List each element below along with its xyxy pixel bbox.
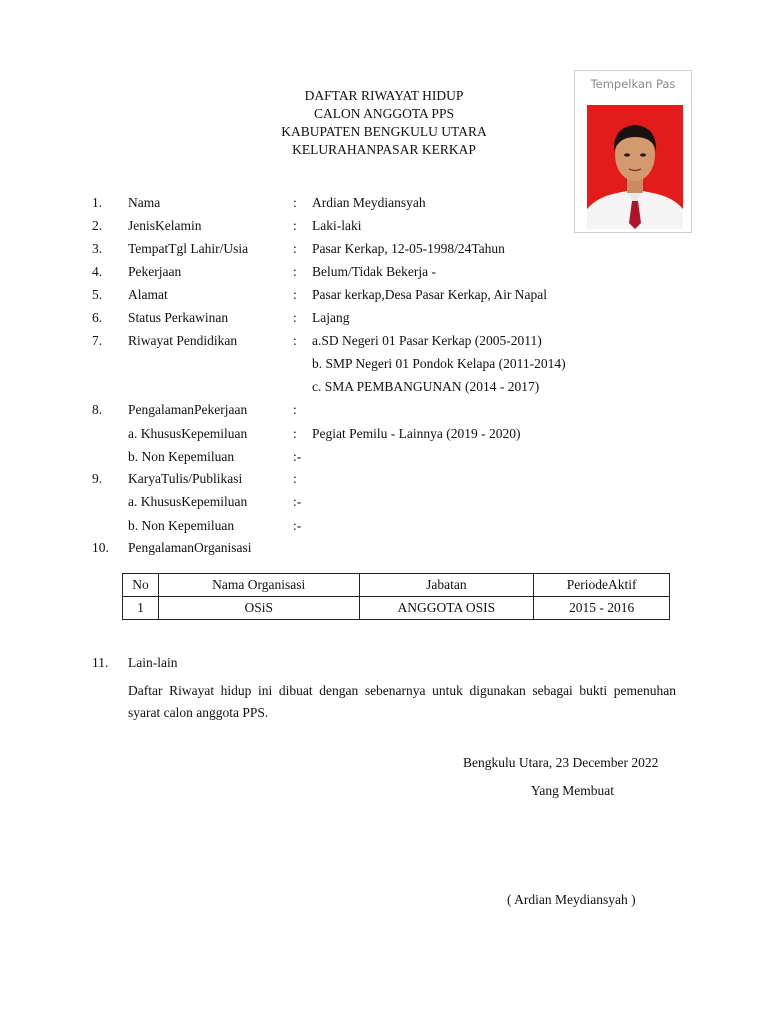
signature-name: ( Ardian Meydiansyah ) [507,892,636,907]
table-cell-jabatan: ANGGOTA OSIS [359,597,534,620]
field-label-alamat: Alamat [128,287,168,302]
section-number: 8. [92,402,103,417]
writing-sub-b-label: b. Non Kepemiluan [128,518,235,533]
writing-sub-a-label: a. KhususKepemiluan [128,494,248,509]
field-value-status-perkawinan: Lajang [312,310,350,325]
section-label-lain-lain: Lain-lain [128,655,178,670]
field-number: 6. [92,310,103,325]
field-label-nama: Nama [128,195,161,210]
table-header-nama-organisasi: Nama Organisasi [158,574,359,597]
document-title [232,87,536,159]
field-number: 3. [92,241,103,256]
field-colon: : [293,402,297,417]
field-colon: : [293,264,297,279]
section-number: 9. [92,471,103,486]
field-colon: : [293,287,297,302]
organization-table [122,573,670,620]
photo-label: Tempelkan Pas [590,77,676,91]
table-row [123,597,670,620]
table-cell-no: 1 [123,597,159,620]
field-value-tempat-tgl-lahir: Pasar Kerkap, 12-05-1998/24Tahun [312,241,505,256]
field-number: 1. [92,195,103,210]
declaration-paragraph: Daftar Riwayat hidup ini dibuat dengan sebenarnya untuk digunakan sebagai bukti pemenuhan syarat calon anggota PPS. [128,683,676,720]
field-number: 2. [92,218,103,233]
field-colon: : [293,218,297,233]
field-value-education-c: c. SMA PEMBANGUNAN (2014 - 2017) [312,379,540,394]
field-value-jenis-kelamin: Laki-laki [312,218,362,233]
field-colon: : [293,426,297,441]
field-value-nama: Ardian Meydiansyah [312,195,426,210]
title-line-4: KELURAHANPASAR KERKAP [292,142,476,157]
signature-maker: Yang Membuat [531,783,615,798]
section-number: 11. [92,655,109,670]
field-colon: : [293,310,297,325]
photo-frame [574,70,692,233]
field-number: 4. [92,264,103,279]
work-sub-b-label: b. Non Kepemiluan [128,449,235,464]
section-number: 10. [92,540,109,555]
table-header-no: No [123,574,159,597]
person-photo-icon [587,105,683,229]
work-sub-b-value: :- [293,449,302,464]
section-label-pengalaman-organisasi: PengalamanOrganisasi [128,540,252,555]
table-cell-nama-organisasi: OSiS [158,597,359,620]
work-sub-a-label: a. KhususKepemiluan [128,426,248,441]
field-colon: : [293,333,297,348]
field-value-pekerjaan: Belum/Tidak Bekerja - [312,264,436,279]
field-number: 5. [92,287,103,302]
signature-place-date: Bengkulu Utara, 23 December 2022 [463,755,659,770]
field-label-pekerjaan: Pekerjaan [128,264,182,279]
title-line-2: CALON ANGGOTA PPS [314,106,454,121]
field-colon: : [293,195,297,210]
field-value-education-a: a.SD Negeri 01 Pasar Kerkap (2005-2011) [312,333,542,348]
field-colon: : [293,241,297,256]
field-number: 7. [92,333,103,348]
field-value-alamat: Pasar kerkap,Desa Pasar Kerkap, Air Napal [312,287,548,302]
work-sub-a-value: Pegiat Pemilu - Lainnya (2019 - 2020) [312,426,521,441]
writing-sub-b-value: :- [293,518,302,533]
field-label-jenis-kelamin: JenisKelamin [128,218,202,233]
section-label-karya-tulis: KaryaTulis/Publikasi [128,471,243,486]
table-cell-periode-aktif: 2015 - 2016 [534,597,670,620]
field-label-status-perkawinan: Status Perkawinan [128,310,229,325]
section-label-pengalaman-pekerjaan: PengalamanPekerjaan [128,402,248,417]
table-header-periode-aktif: PeriodeAktif [534,574,670,597]
profile-photo [587,105,683,229]
writing-sub-a-value: :- [293,494,302,509]
field-label-tempat-tgl-lahir: TempatTgl Lahir/Usia [128,241,249,256]
title-line-3: KABUPATEN BENGKULU UTARA [281,124,487,139]
field-colon: : [293,471,297,486]
title-line-1: DAFTAR RIWAYAT HIDUP [304,88,464,103]
field-label-riwayat-pendidikan: Riwayat Pendidikan [128,333,238,348]
field-value-education-b: b. SMP Negeri 01 Pondok Kelapa (2011-2014) [312,356,566,371]
table-header-row [123,574,670,597]
table-header-jabatan: Jabatan [359,574,534,597]
